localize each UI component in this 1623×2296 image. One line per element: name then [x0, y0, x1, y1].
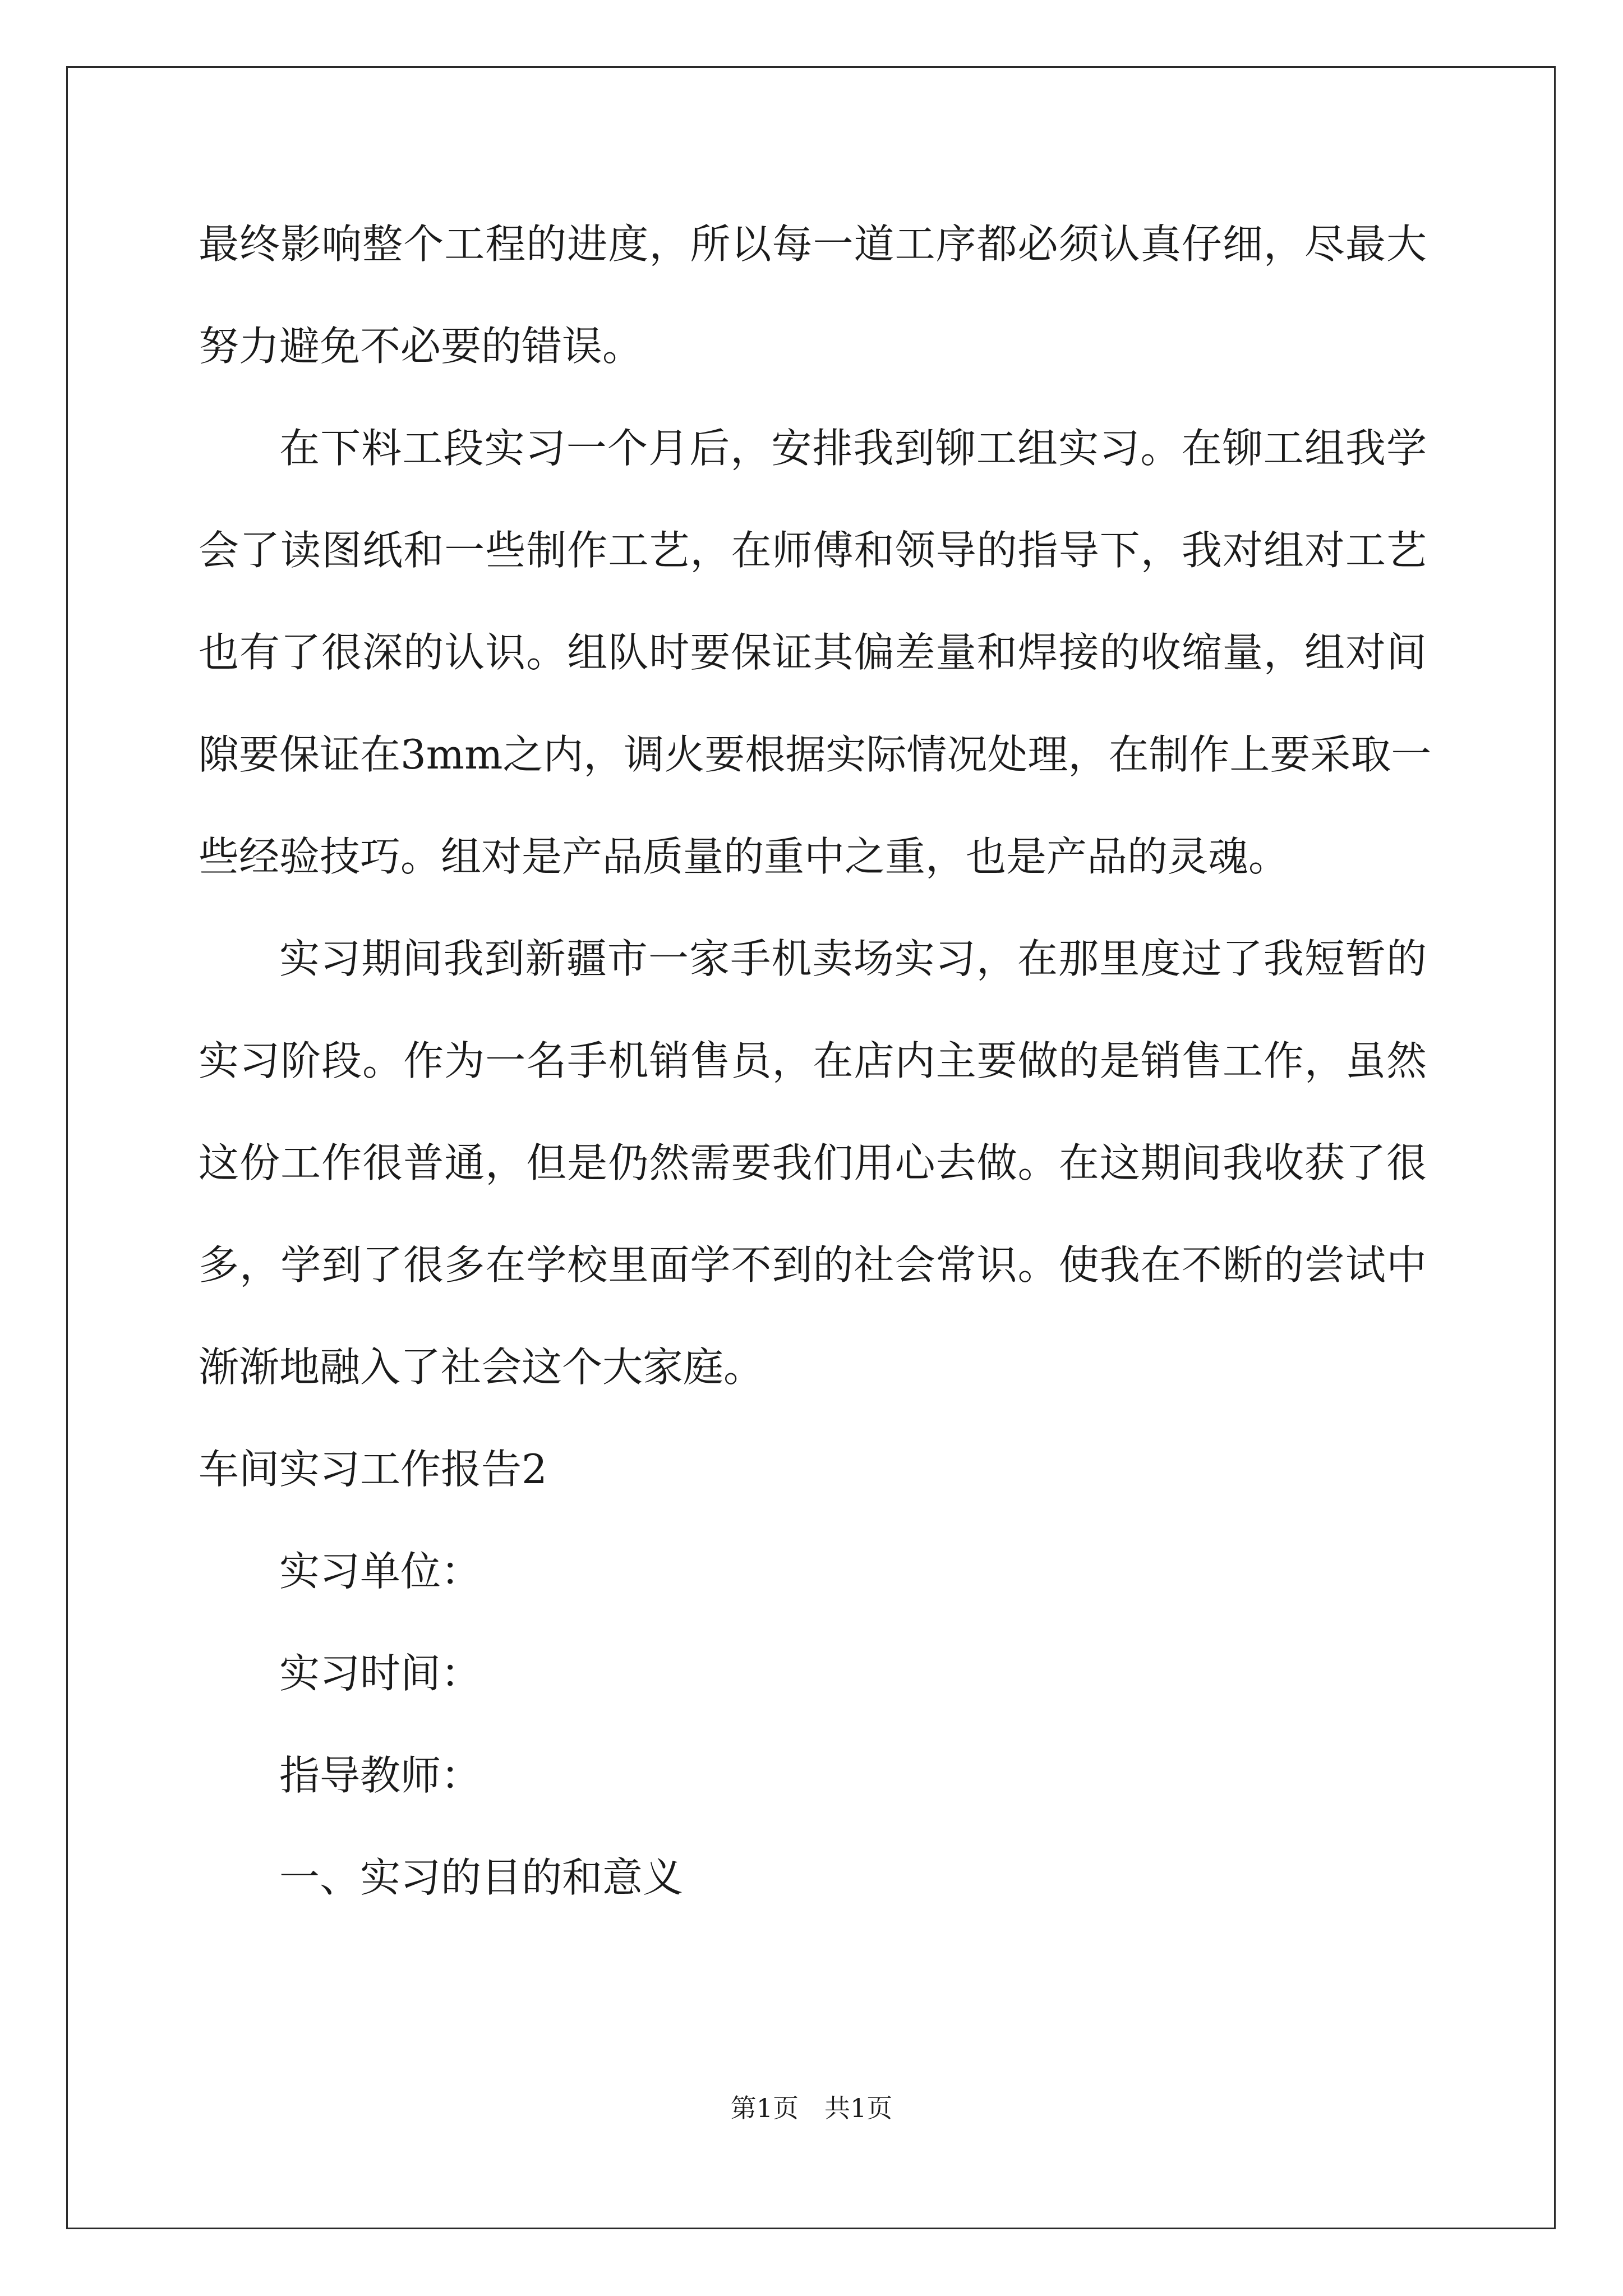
paragraph-line: 在下料工段实习一个月后，安排我到铆工组实习。在铆工组我学 [279, 425, 1427, 472]
paragraph-line: 渐渐地融入了社会这个大家庭。 [199, 1343, 764, 1391]
paragraph-line: 最终影响整个工程的进度，所以每一道工序都必须认真仔细，尽最大 [199, 220, 1427, 268]
field-label-teacher: 指导教师： [279, 1752, 482, 1799]
field-label-time: 实习时间： [279, 1650, 482, 1697]
paragraph-line: 会了读图纸和一些制作工艺，在师傅和领导的指导下，我对组对工艺 [199, 527, 1427, 574]
section-title: 车间实习工作报告2 [199, 1446, 547, 1493]
paragraph-line: 这份工作很普通，但是仍然需要我们用心去做。在这期间我收获了很 [199, 1139, 1427, 1186]
paragraph-line: 隙要保证在3mm之内，调火要根据实际情况处理，在制作上要采取一 [199, 731, 1432, 778]
section-heading: 一、实习的目的和意义 [279, 1854, 684, 1901]
paragraph-line: 也有了很深的认识。组队时要保证其偏差量和焊接的收缩量，组对间 [199, 629, 1427, 676]
page-footer: 第1页 共1页 [730, 2093, 893, 2123]
field-label-unit: 实习单位： [279, 1548, 482, 1595]
paragraph-line: 努力避免不必要的错误。 [199, 323, 643, 370]
paragraph-line: 多，学到了很多在学校里面学不到的社会常识。使我在不断的尝试中 [199, 1241, 1427, 1289]
paragraph-line: 实习阶段。作为一名手机销售员，在店内主要做的是销售工作，虽然 [199, 1037, 1427, 1084]
paragraph-line: 实习期间我到新疆市一家手机卖场实习，在那里度过了我短暂的 [279, 935, 1427, 982]
paragraph-line: 些经验技巧。组对是产品质量的重中之重，也是产品的灵魂。 [199, 833, 1289, 880]
